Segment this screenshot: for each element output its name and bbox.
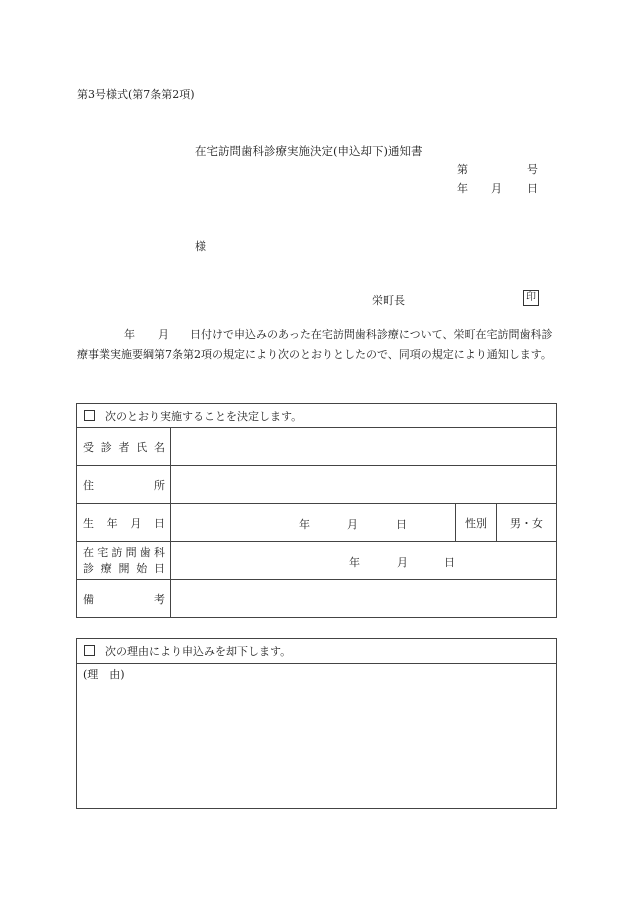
approval-checkbox-row[interactable] (77, 404, 557, 428)
name-field[interactable] (171, 428, 557, 466)
birth-date-field[interactable]: 年 月 日 (171, 504, 456, 542)
approval-table (76, 403, 557, 618)
checkbox-icon[interactable] (84, 645, 95, 656)
addressee-suffix: 様 (195, 240, 206, 253)
document-title: 在宅訪問歯科診療実施決定(申込却下)通知書 (195, 144, 423, 158)
remarks-label: 備 考 (77, 580, 171, 618)
checkbox-icon[interactable] (84, 410, 95, 421)
rejection-checkbox-row[interactable] (77, 639, 557, 664)
address-label: 住 所 (77, 466, 171, 504)
reason-label: (理 由) (83, 668, 125, 681)
date-month: 月 (491, 182, 502, 195)
body-month: 月 (158, 328, 169, 341)
name-label: 受 診 者 氏 名 (77, 428, 171, 466)
birth-label: 生 年 月 日 (77, 504, 171, 542)
start-date-label: 在 宅 訪 問 歯 科 診 療 開 始 日 (77, 542, 171, 580)
remarks-field[interactable] (171, 580, 557, 618)
gender-field[interactable]: 男・女 (497, 504, 557, 542)
number-suffix: 号 (527, 163, 538, 176)
issuer: 栄町長 (372, 294, 405, 307)
body-year: 年 (124, 328, 135, 341)
start-date-field[interactable]: 年 月 日 (171, 542, 557, 580)
rejection-label: 次の理由により申込みを却下します。 (105, 645, 292, 658)
gender-label: 性別 (456, 504, 497, 542)
date-day: 日 (527, 182, 538, 195)
date-year: 年 (457, 182, 468, 195)
form-id: 第3号様式(第7条第2項) (77, 88, 195, 101)
rejection-table (76, 638, 557, 809)
body-paragraph (77, 325, 557, 365)
body-text: 日付けで申込みのあった在宅訪問歯科診療について、栄町在宅訪問歯科診療事業実施要綱第7条第2項の規定により次のとおりとしたので、同項の規定により通知します。 (77, 328, 553, 361)
address-field[interactable] (171, 466, 557, 504)
approval-label: 次のとおり実施することを決定します。 (105, 409, 303, 423)
number-prefix: 第 (457, 163, 468, 176)
seal-mark: 印 (523, 290, 539, 306)
reason-field[interactable] (77, 664, 557, 809)
